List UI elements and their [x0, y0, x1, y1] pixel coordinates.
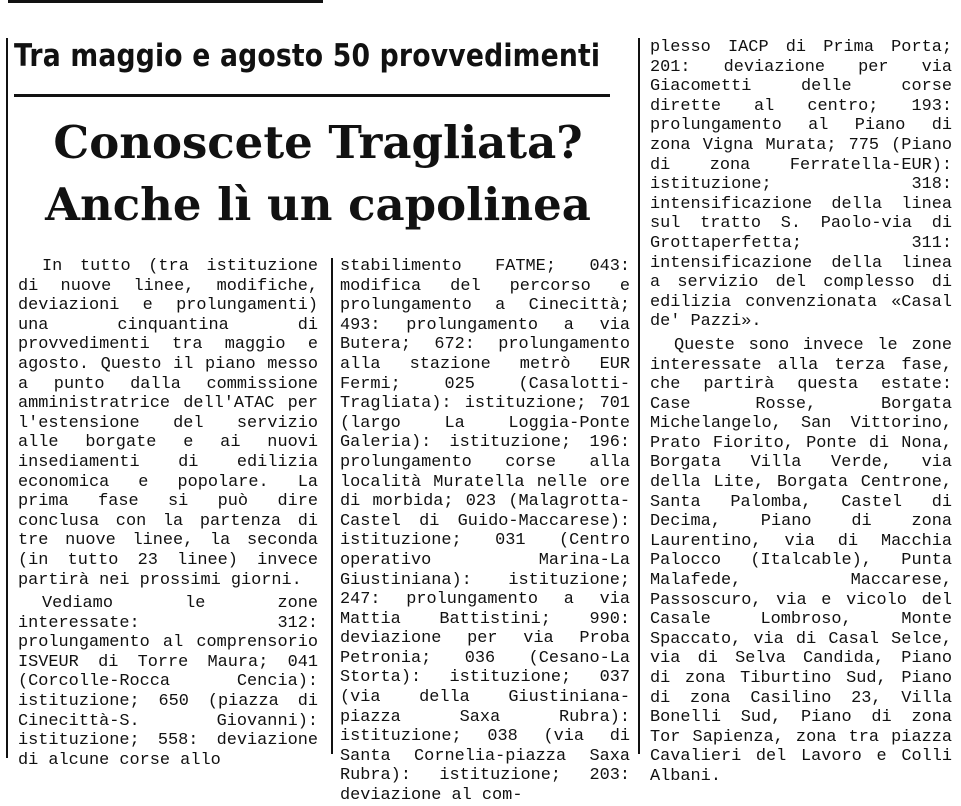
- paragraph: stabilimento FATME; 043: modifica del percorso e prolungamento a Cinecittà; 493: prolungamento a via Butera; 672: prolungamento alla stazione metrò EUR Fermi; 025 (Casalotti-Tragliata): istituzione; 701 (largo La Loggia-Ponte Galeria): istituzione; 196: prolungamento corse alla località Muratella nelle ore di morbida; 023 (Malagrotta-Castel di Guido-Maccarese): istituzione; 031 (Centro operativo Marina-La Giustiniana): istituzione; 247: prolungamento a via Mattia Battistini; 990: deviazione per via Proba Petronia; 036 (Cesano-La Storta): istituzione; 037 (via della Giustiniana-piazza Saxa Rubra): istituzione; 038 (via di Santa Cornelia-piazza Saxa Rubra): istituzione; 203: deviazione al com-: [340, 257, 630, 806]
- body-column-3: [650, 38, 952, 787]
- column-rule-left: [6, 38, 8, 758]
- headline-line-2: Anche lì un capolinea: [45, 178, 591, 231]
- column-rule-right: [638, 38, 640, 754]
- headline-line-1: Conoscete Tragliata?: [53, 116, 583, 169]
- paragraph: plesso IACP di Prima Porta; 201: deviazione per via Giacometti delle corse dirette al centro; 193: prolungamento al Piano di zona Vigna Murata; 775 (Piano di zona Ferratella-EUR): istituzione; 318: intensificazione della linea sul tratto S. Paolo-via di Grottaperfetta; 311: intensificazione della linea a servizio del complesso di edilizia convenzionata «Casal de' Pazzi».: [650, 38, 952, 332]
- column-rule-middle: [331, 258, 333, 754]
- paragraph: Queste sono invece le zone interessate alla terza fase, che partirà questa estate: Case Rosse, Borgata Michelangelo, San Vittorino, Prato Fiorito, Ponte di Nona, Borgata Villa Verde, via della Lite, Borgata Centrone, Santa Palomba, Castel di Decima, Piano di zona Laurentino, via di Macchia Palocco (Italcable), Punta Malafede, Maccarese, Passoscuro, via e vicolo del Casale Lombroso, Monte Spaccato, via di Casal Selce, via di Selva Candida, Piano di zona Tiburtino Sud, Piano di zona Casilino 23, Villa Bonelli Sud, Piano di zona Tor Sapienza, zona tra piazza Cavalieri del Lavoro e Colli Albani.: [650, 335, 952, 786]
- body-column-2: [340, 257, 630, 806]
- body-column-1: [18, 257, 318, 770]
- top-rule: [8, 0, 323, 3]
- kicker-rule: [14, 94, 610, 97]
- headline: [18, 112, 618, 236]
- paragraph: Vediamo le zone interessate: 312: prolungamento al comprensorio ISVEUR di Torre Maura; 041 (Corcolle-Rocca Cencia): istituzione; 650 (piazza di Cinecittà-S. Giovanni): istituzione; 558: deviazione di alcune corse allo: [18, 594, 318, 770]
- paragraph: In tutto (tra istituzione di nuove linee, modifiche, deviazioni e prolungamenti) una cinquantina di provvedimenti tra maggio e agosto. Questo il piano messo a punto dalla commissione amministratrice dell'ATAC per l'estensione del servizio alle borgate e ai nuovi insediamenti di edilizia economica e popolare. La prima fase si può dire conclusa con la partenza di tre nuove linee, la seconda (in tutto 23 linee) invece partirà nei prossimi giorni.: [18, 257, 318, 590]
- kicker: Tra maggio e agosto 50 provvedimenti: [14, 38, 601, 74]
